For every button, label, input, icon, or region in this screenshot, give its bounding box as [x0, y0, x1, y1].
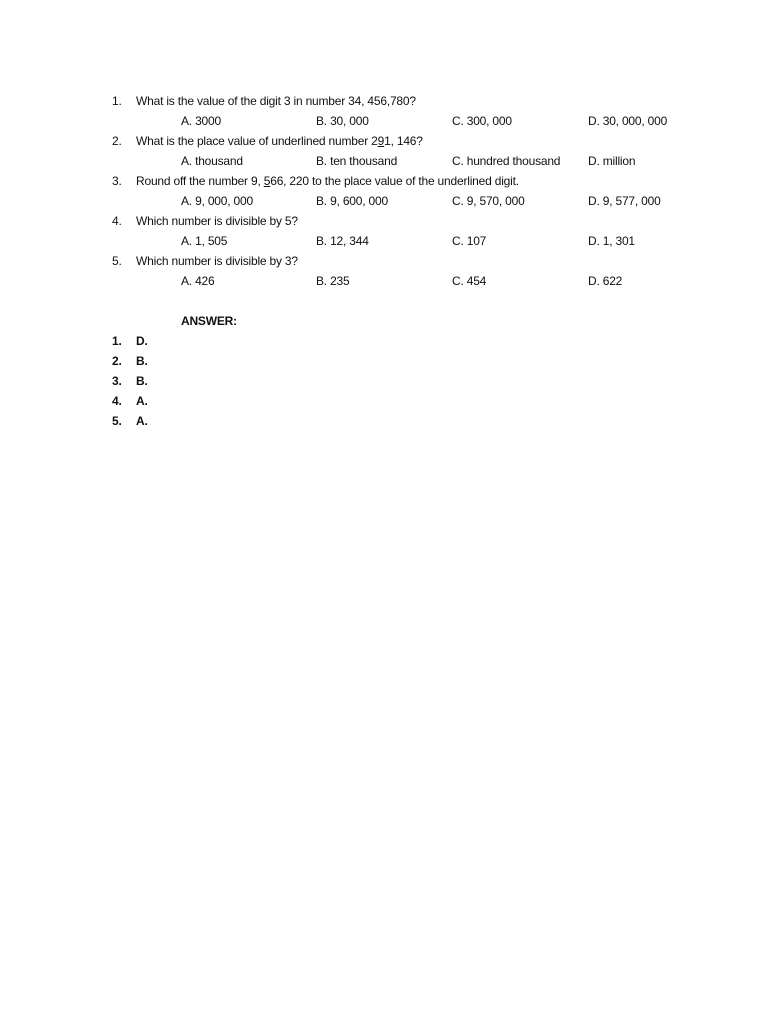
answer-number: 4.: [112, 394, 122, 408]
answer-item: [0, 351, 768, 371]
option-b: B. 30, 000: [316, 114, 369, 128]
option-b: B. 9, 600, 000: [316, 194, 388, 208]
question-text: What is the value of the digit 3 in number 34, 456,780?: [136, 94, 416, 108]
question-text: [136, 131, 423, 151]
option-a: A. 9, 000, 000: [181, 194, 253, 208]
question-3-options: [0, 191, 768, 211]
question-1-options: [0, 111, 768, 131]
option-c: C. 9, 570, 000: [452, 194, 525, 208]
answer-number: 5.: [112, 414, 122, 428]
question-text-before: What is the place value of underlined number 2: [136, 134, 378, 148]
question-number: 5.: [112, 254, 122, 268]
question-number: 1.: [112, 94, 122, 108]
question-text: Which number is divisible by 3?: [136, 254, 298, 268]
option-c: C. 107: [452, 234, 487, 248]
answer-item: [0, 391, 768, 411]
option-d: D. million: [588, 154, 636, 168]
answer-value: A.: [136, 394, 148, 408]
option-d: D. 30, 000, 000: [588, 114, 668, 128]
answer-value: B.: [136, 354, 148, 368]
question-text: Which number is divisible by 5?: [136, 214, 298, 228]
option-c: C. 300, 000: [452, 114, 512, 128]
option-c: C. hundred thousand: [452, 154, 561, 168]
question-2-options: [0, 151, 768, 171]
question-text-before: Round off the number 9,: [136, 174, 264, 188]
question-number: 3.: [112, 174, 122, 188]
answer-value: D.: [136, 334, 148, 348]
answer-number: 3.: [112, 374, 122, 388]
answer-item: [0, 411, 768, 431]
option-b: B. 235: [316, 274, 350, 288]
option-d: D. 9, 577, 000: [588, 194, 661, 208]
question-5-options: [0, 271, 768, 291]
option-a: A. 1, 505: [181, 234, 228, 248]
answer-heading: ANSWER:: [181, 314, 237, 328]
answer-section: [0, 311, 768, 331]
option-b: B. 12, 344: [316, 234, 369, 248]
question-number: 4.: [112, 214, 122, 228]
question-text: [136, 171, 519, 191]
question-text-after: 1, 146?: [384, 134, 423, 148]
option-d: D. 1, 301: [588, 234, 635, 248]
question-text-after: 66, 220 to the place value of the underlined digit.: [270, 174, 519, 188]
answer-value: A.: [136, 414, 148, 428]
option-a: A. 3000: [181, 114, 221, 128]
answer-value: B.: [136, 374, 148, 388]
option-a: A. 426: [181, 274, 215, 288]
option-c: C. 454: [452, 274, 487, 288]
answer-number: 1.: [112, 334, 122, 348]
answer-number: 2.: [112, 354, 122, 368]
option-b: B. ten thousand: [316, 154, 398, 168]
answer-item: [0, 331, 768, 351]
question-number: 2.: [112, 134, 122, 148]
underlined-digit: 5: [263, 174, 271, 188]
option-a: A. thousand: [181, 154, 243, 168]
answer-item: [0, 371, 768, 391]
question-4-options: [0, 231, 768, 251]
underlined-digit: 9: [377, 134, 385, 148]
option-d: D. 622: [588, 274, 623, 288]
